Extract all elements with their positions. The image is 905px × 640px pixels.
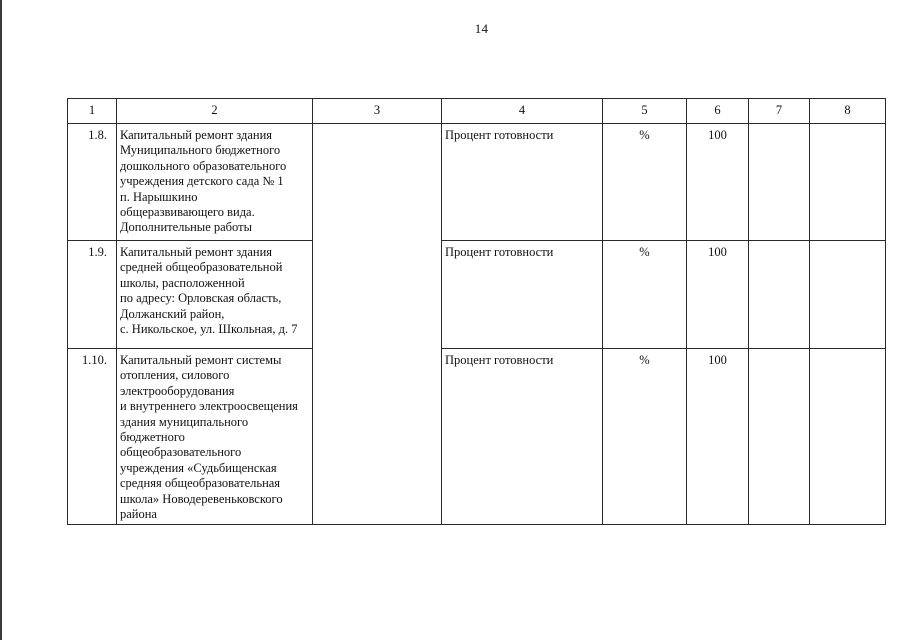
header-row <box>68 99 886 124</box>
work-name-line: здания муниципального <box>120 414 249 429</box>
scan-left-edge <box>0 0 2 640</box>
work-name-line: Капитальный ремонт здания <box>120 245 273 259</box>
indicator-value: 100 <box>687 349 749 525</box>
column-header-4: 4 <box>442 99 603 124</box>
indicator-name: Процент готовности <box>442 241 603 349</box>
indicator-value: 100 <box>687 241 749 349</box>
work-name-line: дошкольного образовательного <box>120 158 287 173</box>
work-name <box>117 124 313 241</box>
row-number: 1.10. <box>68 349 117 525</box>
column-7-cell <box>749 241 810 349</box>
column-8-cell <box>810 124 886 241</box>
work-name-line: по адресу: Орловская область, <box>120 291 282 306</box>
row-number: 1.8. <box>68 124 117 241</box>
page-number: 14 <box>474 21 489 36</box>
work-name-line: электрооборудования <box>120 383 235 398</box>
work-name <box>117 349 313 525</box>
work-name-line: учреждения детского сада № 1 <box>120 174 284 189</box>
work-name-line: общеобразовательного <box>120 445 242 460</box>
table-row <box>68 241 886 349</box>
work-name-line: средняя общеобразовательная <box>120 476 281 491</box>
indicator-value: 100 <box>687 124 749 241</box>
unit-of-measure: % <box>603 241 687 349</box>
work-name-line: с. Никольское, ул. Школьная, д. 7 <box>120 322 298 337</box>
work-name-line: Капитальный ремонт системы <box>120 353 282 367</box>
column-7-cell <box>749 124 810 241</box>
work-name-line: района <box>120 507 157 522</box>
indicator-name: Процент готовности <box>442 124 603 241</box>
unit-of-measure: % <box>603 124 687 241</box>
work-name-line: бюджетного <box>120 430 185 445</box>
column-8-cell <box>810 349 886 525</box>
work-name-line: Дополнительные работы <box>120 220 252 235</box>
program-table <box>67 98 886 525</box>
column-header-7: 7 <box>749 99 810 124</box>
column-3-merged-cell <box>313 124 442 525</box>
column-header-2: 2 <box>117 99 313 124</box>
work-name-line: школа» Новодеревеньковского <box>120 491 283 506</box>
unit-of-measure: % <box>603 349 687 525</box>
table-row <box>68 124 886 241</box>
table-row <box>68 349 886 525</box>
column-8-cell <box>810 241 886 349</box>
work-name <box>117 241 313 349</box>
work-name-line: отопления, силового <box>120 368 230 383</box>
work-name-line: школы, расположенной <box>120 275 245 290</box>
work-name-line: Муниципального бюджетного <box>120 143 281 158</box>
work-name-line: Капитальный ремонт здания <box>120 128 273 142</box>
work-name-line: и внутреннего электроосвещения <box>120 399 298 414</box>
column-header-8: 8 <box>810 99 886 124</box>
indicator-name: Процент готовности <box>442 349 603 525</box>
work-name-line: общеразвивающего вида. <box>120 205 255 220</box>
column-7-cell <box>749 349 810 525</box>
work-name-line: учреждения «Судьбищенская <box>120 460 277 475</box>
column-header-5: 5 <box>603 99 687 124</box>
column-header-1: 1 <box>68 99 117 124</box>
column-header-6: 6 <box>687 99 749 124</box>
work-name-line: средней общеобразовательной <box>120 260 283 275</box>
work-name-line: п. Нарышкино <box>120 189 198 204</box>
row-number: 1.9. <box>68 241 117 349</box>
work-name-line: Должанский район, <box>120 306 225 321</box>
column-header-3: 3 <box>313 99 442 124</box>
